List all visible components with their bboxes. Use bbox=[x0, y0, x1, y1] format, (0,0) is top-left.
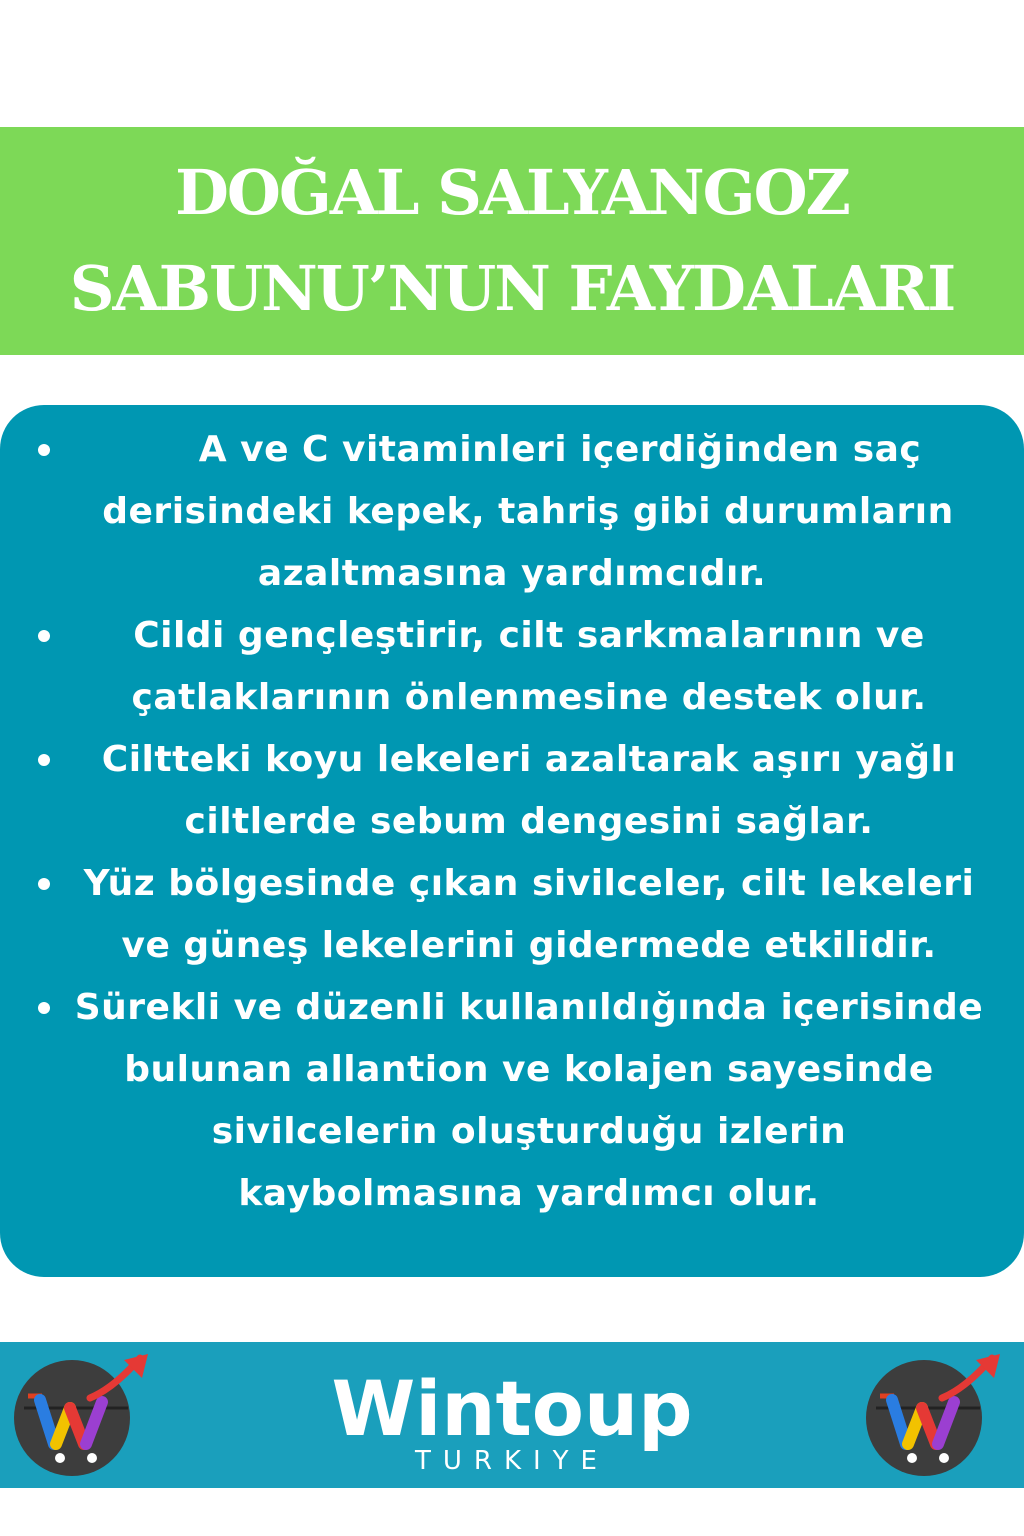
benefit-line: derisindeki kepek, tahriş gibi durumların bbox=[102, 491, 954, 532]
benefit-line: Sürekli ve düzenli kullanıldığında içerisinde bbox=[74, 987, 984, 1028]
benefit-line: Ciltteki koyu lekeleri azaltarak aşırı yağlı bbox=[101, 739, 957, 780]
benefit-line: Cildi gençleştirir, cilt sarkmalarının ve bbox=[133, 615, 925, 656]
benefit-line: A ve C vitaminleri içerdiğinden saç bbox=[198, 429, 922, 470]
bullet-icon bbox=[38, 878, 50, 890]
benefit-line: sivilcelerin oluşturduğu izlerin bbox=[211, 1111, 847, 1152]
benefit-line: ve güneş lekelerini gidermede etkilidir. bbox=[121, 925, 937, 966]
benefit-line: ciltlerde sebum dengesini sağlar. bbox=[184, 801, 874, 842]
benefit-line: kaybolmasına yardımcı olur. bbox=[238, 1173, 820, 1214]
benefits-panel bbox=[0, 405, 1024, 1277]
bullet-icon bbox=[38, 444, 50, 456]
title-line-1: DOĞAL SALYANGOZ bbox=[175, 156, 849, 229]
benefit-item bbox=[0, 977, 1024, 1225]
bullet-icon bbox=[38, 754, 50, 766]
benefit-item bbox=[0, 729, 1024, 853]
benefit-line: azaltmasına yardımcıdır. bbox=[257, 553, 767, 594]
bullet-icon bbox=[38, 630, 50, 642]
benefit-line: Yüz bölgesinde çıkan sivilceler, cilt lekeleri bbox=[83, 863, 975, 904]
benefit-item bbox=[0, 605, 1024, 729]
benefit-item bbox=[0, 853, 1024, 977]
title-banner bbox=[0, 127, 1024, 355]
title-line-2: SABUNU’NUN FAYDALARI bbox=[69, 252, 955, 325]
brand-name: Wintoup bbox=[331, 1364, 693, 1453]
cart-w-logo-icon bbox=[862, 1348, 1002, 1482]
benefit-line: bulunan allantion ve kolajen sayesinde bbox=[124, 1049, 934, 1090]
benefits-list bbox=[0, 419, 1024, 1225]
benefit-item bbox=[0, 419, 1024, 605]
brand-subtitle: TURKIYE bbox=[414, 1446, 609, 1476]
bullet-icon bbox=[38, 1002, 50, 1014]
benefit-line: çatlaklarının önlenmesine destek olur. bbox=[131, 677, 927, 718]
brand-footer bbox=[0, 1342, 1024, 1488]
